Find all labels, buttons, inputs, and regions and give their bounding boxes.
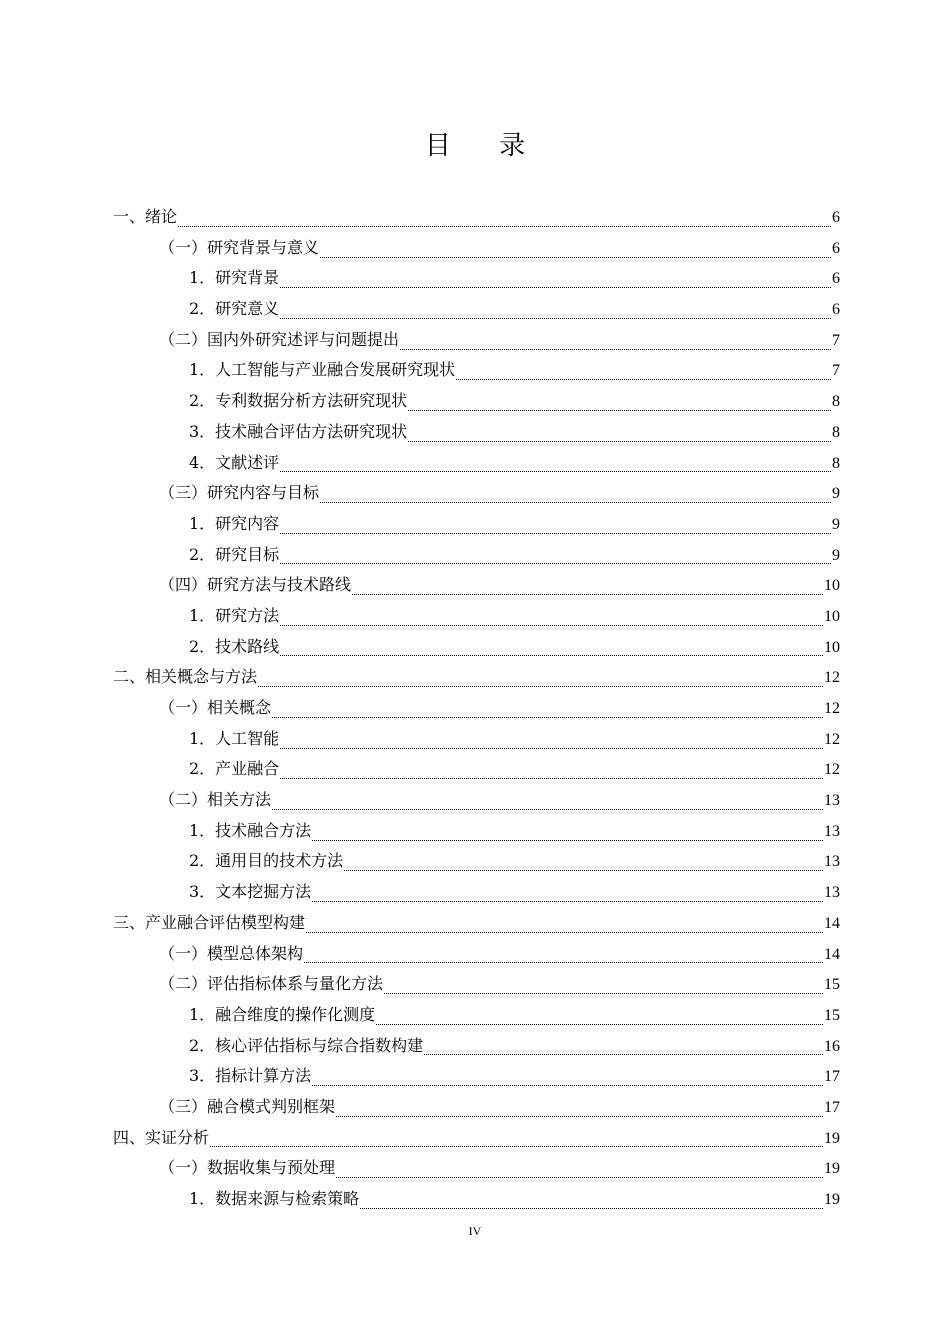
toc-entry-title: 1．融合维度的操作化测度 xyxy=(189,1004,376,1024)
toc-entry-page: 12 xyxy=(824,700,840,717)
toc-entry-title: 3．技术融合评估方法研究现状 xyxy=(189,421,408,441)
toc-entry[interactable] xyxy=(113,816,840,847)
toc-entry-page: 10 xyxy=(824,577,840,595)
toc-entry-page: 7 xyxy=(832,331,840,349)
toc-entry-page: 9 xyxy=(832,546,840,564)
toc-entry[interactable] xyxy=(113,908,840,939)
toc-entry-title: 3．指标计算方法 xyxy=(189,1066,312,1086)
toc-entry-title: 四、实证分析 xyxy=(113,1127,210,1147)
toc-entry-title: （一）研究背景与意义 xyxy=(159,237,320,257)
dot-leader xyxy=(424,1040,823,1055)
dot-leader xyxy=(336,1102,823,1117)
toc-entry-page: 8 xyxy=(832,393,840,411)
dot-leader xyxy=(408,396,831,411)
dot-leader xyxy=(304,948,823,963)
toc-entry-title: 1．人工智能 xyxy=(189,728,280,748)
toc-entry-title: 3．文本挖掘方法 xyxy=(189,882,312,902)
dot-leader xyxy=(280,641,823,656)
dot-leader xyxy=(344,856,823,871)
toc-entry-title: 2．专利数据分析方法研究现状 xyxy=(189,391,408,411)
dot-leader xyxy=(280,304,831,319)
toc-entry[interactable] xyxy=(113,785,840,816)
toc-entry-title: 2．核心评估指标与综合指数构建 xyxy=(189,1035,424,1055)
toc-entry-page: 12 xyxy=(824,669,840,687)
toc-entry-title: （三）融合模式判别框架 xyxy=(159,1096,336,1116)
toc-entry-title: （一）模型总体架构 xyxy=(159,943,304,963)
toc-entry-title: 二、相关概念与方法 xyxy=(113,667,258,687)
toc-entry-page: 6 xyxy=(832,270,840,288)
toc-entry[interactable] xyxy=(113,724,840,755)
toc-entry-page: 10 xyxy=(824,607,840,625)
toc-entry[interactable] xyxy=(113,1092,840,1123)
dot-leader xyxy=(280,273,831,288)
dot-leader xyxy=(258,672,823,687)
toc-entry-page: 10 xyxy=(824,638,840,656)
toc-entry[interactable] xyxy=(113,386,840,417)
toc-entry-title: （三）研究内容与目标 xyxy=(159,483,320,503)
dot-leader xyxy=(312,826,823,841)
dot-leader xyxy=(352,580,823,595)
toc-entry-title: 2．产业融合 xyxy=(189,759,280,779)
toc-entry-title: 2．研究目标 xyxy=(189,544,280,564)
toc-entry-page: 13 xyxy=(824,884,840,902)
toc-entry-page: 15 xyxy=(824,976,840,994)
dot-leader xyxy=(400,335,831,350)
toc-entry[interactable] xyxy=(113,693,840,724)
toc-entry-page: 8 xyxy=(832,454,840,472)
dot-leader xyxy=(360,1194,823,1209)
toc-entry-page: 15 xyxy=(824,1006,840,1024)
toc-entry-title: 1．研究内容 xyxy=(189,513,280,533)
toc-entry-title: 4．文献述评 xyxy=(189,452,280,472)
toc-entry-title: （四）研究方法与技术路线 xyxy=(159,575,352,595)
toc-entry-page: 13 xyxy=(824,853,840,871)
toc-entry-page: 6 xyxy=(832,239,840,257)
toc-entry[interactable] xyxy=(113,601,840,632)
page-number: IV xyxy=(468,1224,482,1238)
toc-entry-title: （二）评估指标体系与量化方法 xyxy=(159,974,384,994)
toc-entry-title: 1．研究背景 xyxy=(189,268,280,288)
toc-entry[interactable] xyxy=(113,263,840,294)
dot-leader xyxy=(384,979,823,994)
toc-entry-page: 9 xyxy=(832,485,840,503)
toc-entry[interactable] xyxy=(113,877,840,908)
dot-leader xyxy=(178,212,831,227)
toc-entry[interactable] xyxy=(113,1000,840,1031)
toc-entry[interactable] xyxy=(113,754,840,785)
toc-entry-page: 13 xyxy=(824,792,840,810)
toc-entry-title: 1．人工智能与产业融合发展研究现状 xyxy=(189,360,456,380)
toc-entry-title: 2．研究意义 xyxy=(189,299,280,319)
toc-entry[interactable] xyxy=(113,1123,840,1154)
toc-entry-page: 19 xyxy=(824,1191,840,1208)
toc-entry-page: 8 xyxy=(832,423,840,441)
toc-entry-page: 6 xyxy=(832,301,840,319)
dot-leader xyxy=(456,365,831,380)
toc-entry-title: （二）相关方法 xyxy=(159,790,272,810)
dot-leader xyxy=(280,734,823,749)
toc-entry[interactable] xyxy=(113,294,840,325)
toc-entry-title: （一）相关概念 xyxy=(159,698,272,717)
toc-entry[interactable] xyxy=(113,1061,840,1092)
dot-leader xyxy=(376,1010,823,1025)
dot-leader xyxy=(280,549,831,564)
toc-entry[interactable] xyxy=(113,1031,840,1062)
toc-entry[interactable] xyxy=(113,540,840,571)
toc-entry[interactable] xyxy=(113,1153,840,1184)
toc-entry-page: 16 xyxy=(824,1037,840,1055)
toc-entry-title: （二）国内外研究述评与问题提出 xyxy=(159,329,400,349)
toc-entry[interactable] xyxy=(113,448,840,479)
toc-entry[interactable] xyxy=(113,969,840,1000)
dot-leader xyxy=(272,795,823,810)
toc-entry[interactable] xyxy=(113,662,840,693)
toc-entry[interactable] xyxy=(113,632,840,663)
dot-leader xyxy=(336,1163,823,1178)
toc-entry-page: 19 xyxy=(824,1160,840,1178)
toc-entry-page: 12 xyxy=(824,761,840,779)
dot-leader xyxy=(312,887,823,902)
toc-entry-title: 1．数据来源与检索策略 xyxy=(189,1189,360,1208)
toc-entry-page: 17 xyxy=(824,1068,840,1086)
table-of-contents xyxy=(113,202,840,1215)
toc-entry-page: 6 xyxy=(832,209,840,226)
toc-entry-page: 14 xyxy=(824,945,840,963)
toc-entry-title: 1．技术融合方法 xyxy=(189,820,312,840)
dot-leader xyxy=(280,611,823,626)
toc-entry-page: 7 xyxy=(832,362,840,380)
dot-leader xyxy=(280,764,823,779)
toc-entry[interactable] xyxy=(113,939,840,970)
toc-entry[interactable] xyxy=(113,1184,840,1215)
toc-entry[interactable] xyxy=(113,509,840,540)
toc-entry-title: 一、绪论 xyxy=(113,207,178,226)
dot-leader xyxy=(272,703,823,718)
dot-leader xyxy=(210,1132,823,1147)
toc-entry-page: 17 xyxy=(824,1098,840,1116)
toc-entry-title: 2．通用目的技术方法 xyxy=(189,851,344,871)
dot-leader xyxy=(312,1071,823,1086)
toc-entry-page: 19 xyxy=(824,1129,840,1147)
toc-entry-title: 1．研究方法 xyxy=(189,605,280,625)
dot-leader xyxy=(280,457,831,472)
toc-entry[interactable] xyxy=(113,478,840,509)
dot-leader xyxy=(280,519,831,534)
toc-entry-page: 9 xyxy=(832,515,840,533)
toc-entry[interactable] xyxy=(113,846,840,877)
dot-leader xyxy=(320,243,831,258)
toc-entry[interactable] xyxy=(113,417,840,448)
toc-entry[interactable] xyxy=(113,202,840,233)
toc-entry[interactable] xyxy=(113,570,840,601)
toc-entry[interactable] xyxy=(113,325,840,356)
dot-leader xyxy=(320,488,831,503)
toc-entry-title: 2．技术路线 xyxy=(189,636,280,656)
toc-entry-title: 三、产业融合评估模型构建 xyxy=(113,912,306,932)
toc-entry-page: 14 xyxy=(824,914,840,932)
toc-entry-title: （一）数据收集与预处理 xyxy=(159,1158,336,1178)
toc-entry-page: 13 xyxy=(824,822,840,840)
page-title: 目 录 xyxy=(424,131,546,161)
toc-entry-page: 12 xyxy=(824,730,840,748)
dot-leader xyxy=(408,427,831,442)
toc-entry[interactable] xyxy=(113,355,840,386)
toc-entry[interactable] xyxy=(113,233,840,264)
dot-leader xyxy=(306,918,823,933)
